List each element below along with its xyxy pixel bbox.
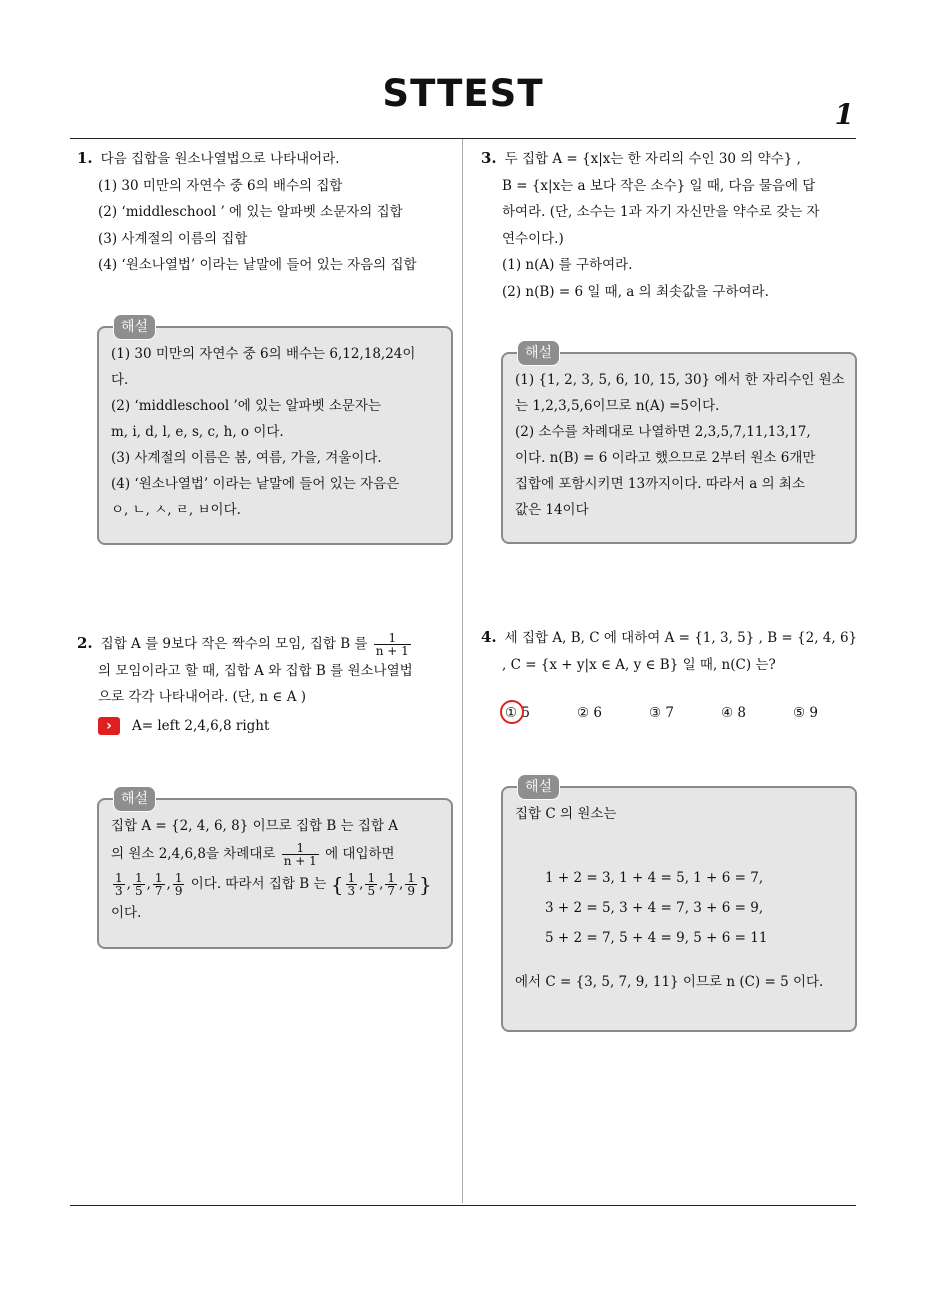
choice-1[interactable]: ① 5 bbox=[505, 705, 577, 721]
choice-3[interactable]: ③ 7 bbox=[649, 705, 674, 721]
question-text: , C = {x + y|x ∈ A, y ∈ B} 일 때, n(C) 는? bbox=[502, 656, 776, 673]
solution-line: 의 원소 2,4,6,8을 차례대로 $\frac{1}{n + 1}$ 에 대입하면 bbox=[111, 841, 395, 868]
question-text: B = {x|x는 a 보다 작은 소수} 일 때, 다음 물음에 답 bbox=[502, 177, 816, 194]
solution-box-2 bbox=[97, 791, 453, 949]
solution-line: (4) ‘원소나열법’ 이라는 낱말에 들어 있는 자음은 bbox=[111, 476, 400, 492]
solution-line: (3) 사계절의 이름은 봄, 여름, 가을, 겨울이다. bbox=[111, 450, 382, 466]
solution-box-3 bbox=[501, 345, 857, 544]
answer-choices bbox=[505, 705, 865, 721]
answer-text: A= left 2,4,6,8 right bbox=[132, 717, 270, 734]
column-divider bbox=[462, 139, 463, 1203]
solution-line: 이다. n(B) = 6 이라고 했으므로 2부터 원소 6개만 bbox=[515, 450, 816, 466]
question-1 bbox=[77, 145, 457, 279]
fraction: $\frac{1}{n + 1}$ bbox=[375, 631, 409, 658]
bottom-rule bbox=[70, 1205, 856, 1206]
question-text: 의 모임이라고 할 때, 집합 A 와 집합 B 를 원소나열법 bbox=[98, 662, 413, 679]
question-number: 2. bbox=[77, 634, 93, 652]
solution-line: 집합 C 의 원소는 bbox=[515, 806, 617, 822]
solution-line: (2) ‘middleschool ’에 있는 알파벳 소문자는 bbox=[111, 398, 382, 414]
solution-line: ㅇ, ㄴ, ㅅ, ㄹ, ㅂ이다. bbox=[111, 502, 241, 518]
solution-line: 는 1,2,3,5,6이므로 n(A) =5이다. bbox=[515, 398, 720, 414]
question-text: 두 집합 A = {x|x는 한 자리의 수인 30 의 약수} , bbox=[504, 151, 801, 167]
choice-4[interactable]: ④ 8 bbox=[721, 705, 746, 721]
question-number: 3. bbox=[481, 149, 497, 167]
selected-circle-icon bbox=[500, 700, 524, 724]
question-4 bbox=[481, 624, 861, 678]
page-number: 1 bbox=[834, 98, 854, 131]
question-item: (1) n(A) 를 구하여라. bbox=[502, 257, 633, 273]
question-prompt: 다음 집합을 원소나열법으로 나타내어라. bbox=[100, 151, 340, 167]
solution-line: (1) {1, 2, 3, 5, 6, 10, 15, 30} 에서 한 자리수인 원소 bbox=[515, 372, 845, 388]
question-number: 4. bbox=[481, 628, 497, 646]
solution-line: (2) 소수를 차례대로 나열하면 2,3,5,7,11,13,17, bbox=[515, 424, 811, 440]
solution-line: $\frac{1}{3}$ , $\frac{1}{5}$ , $\frac{1}{7}$ , $\frac{1}{9}$ 이다. 따라서 집합 B 는 { $\frac{1}{3}$ , $\frac{1}{5}$ , $\frac{1}{7}$ , $\frac{1}{9}$ } bbox=[115, 871, 432, 898]
solution-tag: 해설 bbox=[517, 340, 560, 366]
question-text: 세 집합 A, B, C 에 대하여 A = {1, 3, 5} , B = {2, 4, 6} bbox=[504, 630, 858, 646]
question-text: 하여라. (단, 소수는 1과 자기 자신만을 약수로 갖는 자 bbox=[502, 204, 820, 220]
solution-line: 집합 A = {2, 4, 6, 8} 이므로 집합 B 는 집합 A bbox=[111, 818, 399, 834]
solution-line: (1) 30 미만의 자연수 중 6의 배수는 6,12,18,24이 bbox=[111, 346, 416, 362]
math-line: 5 + 2 = 7, 5 + 4 = 9, 5 + 6 = 11 bbox=[545, 930, 768, 946]
fraction: $\frac{1}{n + 1}$ bbox=[283, 841, 317, 868]
math-line: 3 + 2 = 5, 3 + 4 = 7, 3 + 6 = 9, bbox=[545, 900, 764, 916]
solution-tag: 해설 bbox=[113, 786, 156, 812]
answer-line bbox=[77, 713, 457, 740]
question-3 bbox=[481, 145, 861, 305]
solution-line: 값은 14이다 bbox=[515, 502, 589, 518]
solution-line: 이다. bbox=[111, 904, 142, 921]
chevron-right-icon: › bbox=[98, 717, 120, 735]
solution-tag: 해설 bbox=[517, 774, 560, 800]
question-number: 1. bbox=[77, 149, 93, 167]
solution-box-4 bbox=[501, 779, 857, 1032]
question-text: 집합 A 를 9보다 작은 짝수의 모임, 집합 B 를 bbox=[100, 636, 368, 652]
solution-tag: 해설 bbox=[113, 314, 156, 340]
solution-line: 다. bbox=[111, 372, 129, 388]
page-title: STTEST bbox=[382, 72, 544, 115]
choice-5[interactable]: ⑤ 9 bbox=[793, 705, 818, 721]
question-item: (2) n(B) = 6 일 때, a 의 최솟값을 구하여라. bbox=[502, 283, 769, 300]
question-text: 으로 각각 나타내어라. (단, n ∈ A ) bbox=[98, 689, 307, 705]
solution-line: 에서 C = {3, 5, 7, 9, 11} 이므로 n (C) = 5 이다. bbox=[515, 974, 824, 990]
solution-line: 집합에 포함시키면 13까지이다. 따라서 a 의 최소 bbox=[515, 476, 806, 492]
choice-2[interactable]: ② 6 bbox=[577, 705, 602, 721]
question-2 bbox=[77, 630, 457, 739]
question-item: (2) ‘middleschool ’ 에 있는 알파벳 소문자의 집합 bbox=[98, 204, 403, 220]
top-rule bbox=[70, 138, 856, 139]
question-item: (4) ‘원소나열법’ 이라는 낱말에 들어 있는 자음의 집합 bbox=[98, 257, 417, 273]
question-item: (3) 사계절의 이름의 집합 bbox=[98, 230, 248, 247]
solution-line: m, i, d, l, e, s, c, h, o 이다. bbox=[111, 424, 284, 440]
solution-box-1 bbox=[97, 319, 453, 545]
question-item: (1) 30 미만의 자연수 중 6의 배수의 집합 bbox=[98, 177, 343, 194]
question-text: 연수이다.) bbox=[502, 230, 564, 247]
math-line: 1 + 2 = 3, 1 + 4 = 5, 1 + 6 = 7, bbox=[545, 870, 764, 886]
